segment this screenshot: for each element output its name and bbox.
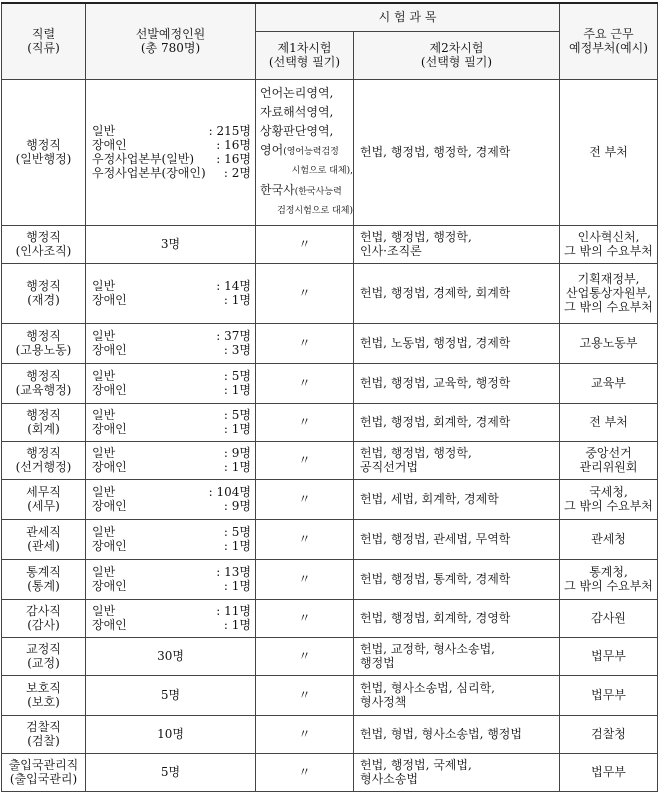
ditto-mark: 〃 — [256, 637, 354, 675]
second-exam-line: 헌법, 행정법, 관세법, 무역학 — [360, 532, 511, 546]
count-cell — [86, 753, 256, 791]
count-value: : 9명 — [223, 446, 251, 460]
count-label: 일반 — [92, 124, 116, 138]
first-exam-line: 언어논리영역, — [260, 85, 334, 100]
second-exam-line: 헌법, 교정학, 형사소송법, — [360, 642, 495, 656]
second-exam-subjects — [354, 263, 560, 323]
ditto-mark: 〃 — [256, 323, 354, 363]
count-cell — [86, 441, 256, 479]
count-value: : 1명 — [223, 539, 251, 553]
count-label: 장애인 — [92, 618, 127, 632]
second-exam-subjects — [354, 479, 560, 519]
job-subtype: (감사) — [27, 618, 60, 632]
second-exam-subjects — [354, 715, 560, 753]
second-exam-subjects — [354, 79, 560, 225]
count-value: : 2명 — [223, 166, 251, 180]
job-name: 행정직 — [26, 329, 61, 343]
table-row — [2, 559, 658, 599]
count-entry — [90, 539, 253, 553]
job-subtype: (통계) — [27, 579, 60, 593]
count-label: 일반 — [92, 408, 116, 422]
count-entry — [90, 408, 253, 422]
recruitment-table — [1, 2, 658, 792]
count-label: 일반 — [92, 604, 116, 618]
job-name: 행정직 — [26, 446, 61, 460]
count-entry — [90, 293, 253, 307]
job-subtype: (보호) — [27, 695, 60, 709]
count-label: 장애인 — [92, 343, 127, 357]
dept-line: 그 밖의 수요부처 — [564, 499, 653, 513]
count-entry — [90, 579, 253, 593]
second-exam-subjects — [354, 225, 560, 263]
table-row — [2, 225, 658, 263]
job-subtype: (인사조직) — [15, 244, 72, 258]
job-cell — [2, 675, 86, 715]
header-first-line1: 제1차시험 — [277, 41, 332, 55]
header-count-line2: (총 780명) — [140, 41, 201, 56]
count-value: : 13명 — [216, 565, 251, 579]
job-name: 통계직 — [26, 565, 61, 579]
count-cell — [86, 363, 256, 403]
count-value: : 9명 — [223, 499, 251, 513]
job-subtype: (교육행정) — [15, 383, 72, 397]
second-exam-subjects — [354, 675, 560, 715]
header-count — [86, 3, 256, 79]
job-subtype: (검찰) — [27, 734, 60, 748]
dept-cell — [560, 559, 658, 599]
job-subtype: (일반행정) — [15, 152, 72, 166]
dept-line: 전 부처 — [589, 415, 628, 429]
table-header — [2, 3, 658, 79]
job-name: 출입국관리직 — [8, 758, 79, 772]
job-cell — [2, 441, 86, 479]
first-exam-subjects — [256, 79, 354, 225]
first-exam-note: 시험으로 대체), — [291, 165, 353, 176]
table-row — [2, 263, 658, 323]
count-entry — [90, 565, 253, 579]
count-value: 3명 — [160, 237, 181, 251]
job-name: 보호직 — [26, 681, 61, 695]
dept-line: 법무부 — [591, 765, 626, 779]
count-entry — [90, 124, 253, 138]
count-cell — [86, 599, 256, 637]
second-exam-line: 헌법, 행정법, 경제학, 회계학 — [360, 286, 511, 300]
job-cell — [2, 403, 86, 441]
dept-cell — [560, 263, 658, 323]
job-cell — [2, 225, 86, 263]
count-value: : 1명 — [223, 579, 251, 593]
ditto-mark: 〃 — [256, 363, 354, 403]
second-exam-line: 헌법, 행정법, 국제법, — [360, 758, 472, 772]
job-name: 검찰직 — [26, 720, 61, 734]
header-dept-line2: 예정부처(예시) — [569, 41, 648, 56]
header-first-exam — [256, 31, 354, 79]
first-exam-line — [260, 181, 353, 202]
job-name: 관세직 — [26, 525, 61, 539]
table-row — [2, 715, 658, 753]
ditto-mark: 〃 — [256, 519, 354, 559]
second-exam-line: 헌법, 행정법, 통계학, 경제학 — [360, 572, 511, 586]
dept-cell — [560, 675, 658, 715]
job-cell — [2, 519, 86, 559]
dept-cell — [560, 225, 658, 263]
header-second-exam — [354, 31, 560, 79]
dept-line: 산업통상자원부, — [566, 286, 651, 300]
job-cell — [2, 263, 86, 323]
header-dept-line1: 주요 근무 — [583, 27, 634, 42]
first-exam-text: 한국사 — [260, 182, 295, 197]
ditto-mark: 〃 — [256, 715, 354, 753]
job-name: 행정직 — [26, 230, 61, 244]
job-subtype: (교정) — [27, 656, 60, 670]
ditto-mark: 〃 — [256, 403, 354, 441]
second-exam-subjects — [354, 599, 560, 637]
ditto-mark: 〃 — [256, 441, 354, 479]
dept-cell — [560, 637, 658, 675]
count-label: 장애인 — [92, 579, 127, 593]
ditto-mark: 〃 — [256, 675, 354, 715]
count-value: : 14명 — [216, 279, 251, 293]
count-value: : 1명 — [223, 422, 251, 436]
dept-cell — [560, 599, 658, 637]
second-exam-line: 헌법, 형법, 형사소송법, 행정법 — [360, 727, 522, 741]
first-exam-note: 검정시험으로 대체) — [277, 205, 353, 216]
second-exam-line: 헌법, 행정법, 회계학, 경영학 — [360, 611, 511, 625]
job-name: 행정직 — [26, 408, 61, 422]
dept-line: 국세청, — [589, 485, 628, 499]
ditto-mark: 〃 — [256, 599, 354, 637]
count-cell — [86, 715, 256, 753]
count-value: : 16명 — [216, 152, 251, 166]
dept-line: 고용노동부 — [579, 336, 638, 350]
count-entry — [90, 485, 253, 499]
dept-line: 법무부 — [591, 688, 626, 702]
table-row — [2, 323, 658, 363]
ditto-mark: 〃 — [256, 263, 354, 323]
second-exam-line: 헌법, 행정법, 행정학, 경제학 — [360, 145, 511, 159]
dept-line: 그 밖의 수요부처 — [564, 579, 653, 593]
first-exam-line — [260, 141, 353, 162]
count-cell — [86, 79, 256, 225]
dept-line: 감사원 — [591, 611, 626, 625]
dept-line: 그 밖의 수요부처 — [564, 244, 653, 258]
second-exam-line: 헌법, 행정법, 회계학, 경제학 — [360, 415, 511, 429]
dept-line: 기획재정부, — [577, 272, 640, 286]
job-name: 행정직 — [26, 369, 61, 383]
job-name: 행정직 — [26, 279, 61, 293]
count-entry — [90, 525, 253, 539]
table-row — [2, 637, 658, 675]
job-subtype: (출입국관리) — [9, 772, 78, 786]
ditto-mark: 〃 — [256, 559, 354, 599]
job-name: 행정직 — [26, 138, 61, 152]
second-exam-subjects — [354, 323, 560, 363]
first-exam-line: 상황판단영역, — [260, 123, 334, 138]
dept-line: 전 부처 — [589, 145, 628, 159]
count-label: 일반 — [92, 369, 116, 383]
count-label: 우정사업본부(일반) — [92, 152, 195, 166]
header-second-line1: 제2차시험 — [429, 41, 484, 55]
table-body — [2, 79, 658, 791]
count-value: : 5명 — [223, 525, 251, 539]
table-row — [2, 479, 658, 519]
count-cell — [86, 559, 256, 599]
dept-cell — [560, 441, 658, 479]
header-count-line1: 선발예정인원 — [135, 27, 206, 42]
first-exam-note: (영어능력검정 — [283, 146, 339, 157]
dept-line: 검찰청 — [591, 727, 626, 741]
second-exam-line: 헌법, 행정법, 행정학, — [360, 446, 472, 460]
header-job — [2, 3, 86, 79]
job-cell — [2, 715, 86, 753]
job-cell — [2, 479, 86, 519]
count-entry — [90, 422, 253, 436]
job-name: 교정직 — [26, 642, 61, 656]
count-value: : 215명 — [208, 124, 251, 138]
count-entry — [90, 499, 253, 513]
job-subtype: (세무) — [27, 499, 60, 513]
table-row — [2, 363, 658, 403]
count-label: 장애인 — [92, 499, 127, 513]
job-name: 감사직 — [26, 604, 61, 618]
second-exam-line: 헌법, 행정법, 행정학, — [360, 230, 472, 244]
first-exam-text: 영어 — [260, 142, 284, 157]
second-exam-line: 형사정책 — [360, 695, 407, 709]
dept-line: 인사혁신처, — [577, 230, 640, 244]
count-label: 일반 — [92, 279, 116, 293]
first-exam-line: 자료해석영역, — [260, 104, 334, 119]
first-exam-note: (한국사능력 — [294, 186, 342, 197]
count-entry — [90, 369, 253, 383]
count-entry — [90, 604, 253, 618]
count-entry — [90, 446, 253, 460]
count-entry — [90, 460, 253, 474]
count-value: : 3명 — [223, 343, 251, 357]
job-subtype: (관세) — [27, 539, 60, 553]
dept-line: 관세청 — [591, 532, 626, 546]
second-exam-subjects — [354, 637, 560, 675]
second-exam-line: 헌법, 행정법, 교육학, 행정학 — [360, 376, 511, 390]
header-job-line1: 직렬 — [31, 27, 56, 42]
count-entry — [90, 166, 253, 180]
second-exam-subjects — [354, 559, 560, 599]
dept-cell — [560, 403, 658, 441]
count-value: : 5명 — [223, 408, 251, 422]
count-label: 일반 — [92, 525, 116, 539]
job-cell — [2, 599, 86, 637]
count-value: : 104명 — [208, 485, 251, 499]
dept-cell — [560, 479, 658, 519]
count-label: 장애인 — [92, 293, 127, 307]
table-row — [2, 403, 658, 441]
table-row — [2, 599, 658, 637]
dept-line: 중앙선거 — [585, 446, 632, 460]
count-value: 5명 — [160, 765, 181, 779]
dept-cell — [560, 753, 658, 791]
job-name: 세무직 — [26, 485, 61, 499]
second-exam-line: 형사소송법 — [360, 772, 418, 786]
count-value: : 5명 — [223, 369, 251, 383]
second-exam-line: 헌법, 형사소송법, 심리학, — [360, 681, 495, 695]
second-exam-line: 헌법, 노동법, 행정법, 경제학 — [360, 336, 511, 350]
count-value: : 37명 — [216, 329, 251, 343]
count-value: : 1명 — [223, 293, 251, 307]
count-label: 우정사업본부(장애인) — [92, 166, 206, 180]
dept-line: 법무부 — [591, 649, 626, 663]
header-job-line2: (직류) — [27, 41, 60, 56]
count-label: 장애인 — [92, 383, 127, 397]
job-subtype: (선거행정) — [15, 460, 72, 474]
second-exam-subjects — [354, 363, 560, 403]
dept-cell — [560, 715, 658, 753]
job-cell — [2, 79, 86, 225]
second-exam-subjects — [354, 753, 560, 791]
count-entry — [90, 343, 253, 357]
dept-line: 교육부 — [591, 376, 626, 390]
ditto-mark: 〃 — [256, 225, 354, 263]
table-row — [2, 519, 658, 559]
count-value: 5명 — [160, 688, 181, 702]
second-exam-line: 헌법, 세법, 회계학, 경제학 — [360, 492, 499, 506]
count-cell — [86, 263, 256, 323]
second-exam-line: 행정법 — [360, 656, 395, 670]
job-cell — [2, 637, 86, 675]
header-first-line2: (선택형 필기) — [268, 55, 341, 69]
dept-line: 관리위원회 — [579, 460, 638, 474]
dept-cell — [560, 519, 658, 559]
count-value: : 16명 — [216, 138, 251, 152]
count-entry — [90, 329, 253, 343]
job-cell — [2, 363, 86, 403]
count-cell — [86, 637, 256, 675]
count-label: 일반 — [92, 565, 116, 579]
second-exam-line: 인사·조직론 — [360, 244, 422, 258]
job-subtype: (고용노동) — [15, 343, 72, 357]
table-row — [2, 79, 658, 225]
job-subtype: (회계) — [27, 422, 60, 436]
job-cell — [2, 753, 86, 791]
count-value: : 1명 — [223, 618, 251, 632]
count-cell — [86, 403, 256, 441]
count-cell — [86, 519, 256, 559]
dept-cell — [560, 363, 658, 403]
job-cell — [2, 559, 86, 599]
table-row — [2, 675, 658, 715]
count-value: : 11명 — [216, 604, 251, 618]
count-cell — [86, 479, 256, 519]
count-label: 일반 — [92, 329, 116, 343]
count-cell — [86, 225, 256, 263]
count-label: 일반 — [92, 485, 116, 499]
count-entry — [90, 618, 253, 632]
header-second-line2: (선택형 필기) — [420, 55, 493, 69]
header-subjects: 시 험 과 목 — [256, 3, 560, 31]
count-entry — [90, 152, 253, 166]
table-row — [2, 441, 658, 479]
second-exam-line: 공직선거법 — [360, 460, 418, 474]
table-row — [2, 753, 658, 791]
second-exam-subjects — [354, 519, 560, 559]
count-entry — [90, 279, 253, 293]
count-cell — [86, 323, 256, 363]
dept-line: 통계청, — [589, 565, 628, 579]
ditto-mark: 〃 — [256, 753, 354, 791]
count-label: 장애인 — [92, 539, 127, 553]
job-cell — [2, 323, 86, 363]
count-value: 10명 — [157, 727, 184, 741]
count-value: 30명 — [157, 649, 184, 663]
second-exam-subjects — [354, 441, 560, 479]
count-entry — [90, 138, 253, 152]
dept-cell — [560, 79, 658, 225]
job-subtype: (재경) — [27, 293, 60, 307]
dept-line: 그 밖의 수요부처 — [564, 300, 653, 314]
count-label: 장애인 — [92, 422, 127, 436]
count-label: 일반 — [92, 446, 116, 460]
ditto-mark: 〃 — [256, 479, 354, 519]
count-value: : 1명 — [223, 383, 251, 397]
count-label: 장애인 — [92, 138, 127, 152]
second-exam-subjects — [354, 403, 560, 441]
count-cell — [86, 675, 256, 715]
count-entry — [90, 383, 253, 397]
header-dept — [560, 3, 658, 79]
count-value: : 1명 — [223, 460, 251, 474]
dept-cell — [560, 323, 658, 363]
count-label: 장애인 — [92, 460, 127, 474]
